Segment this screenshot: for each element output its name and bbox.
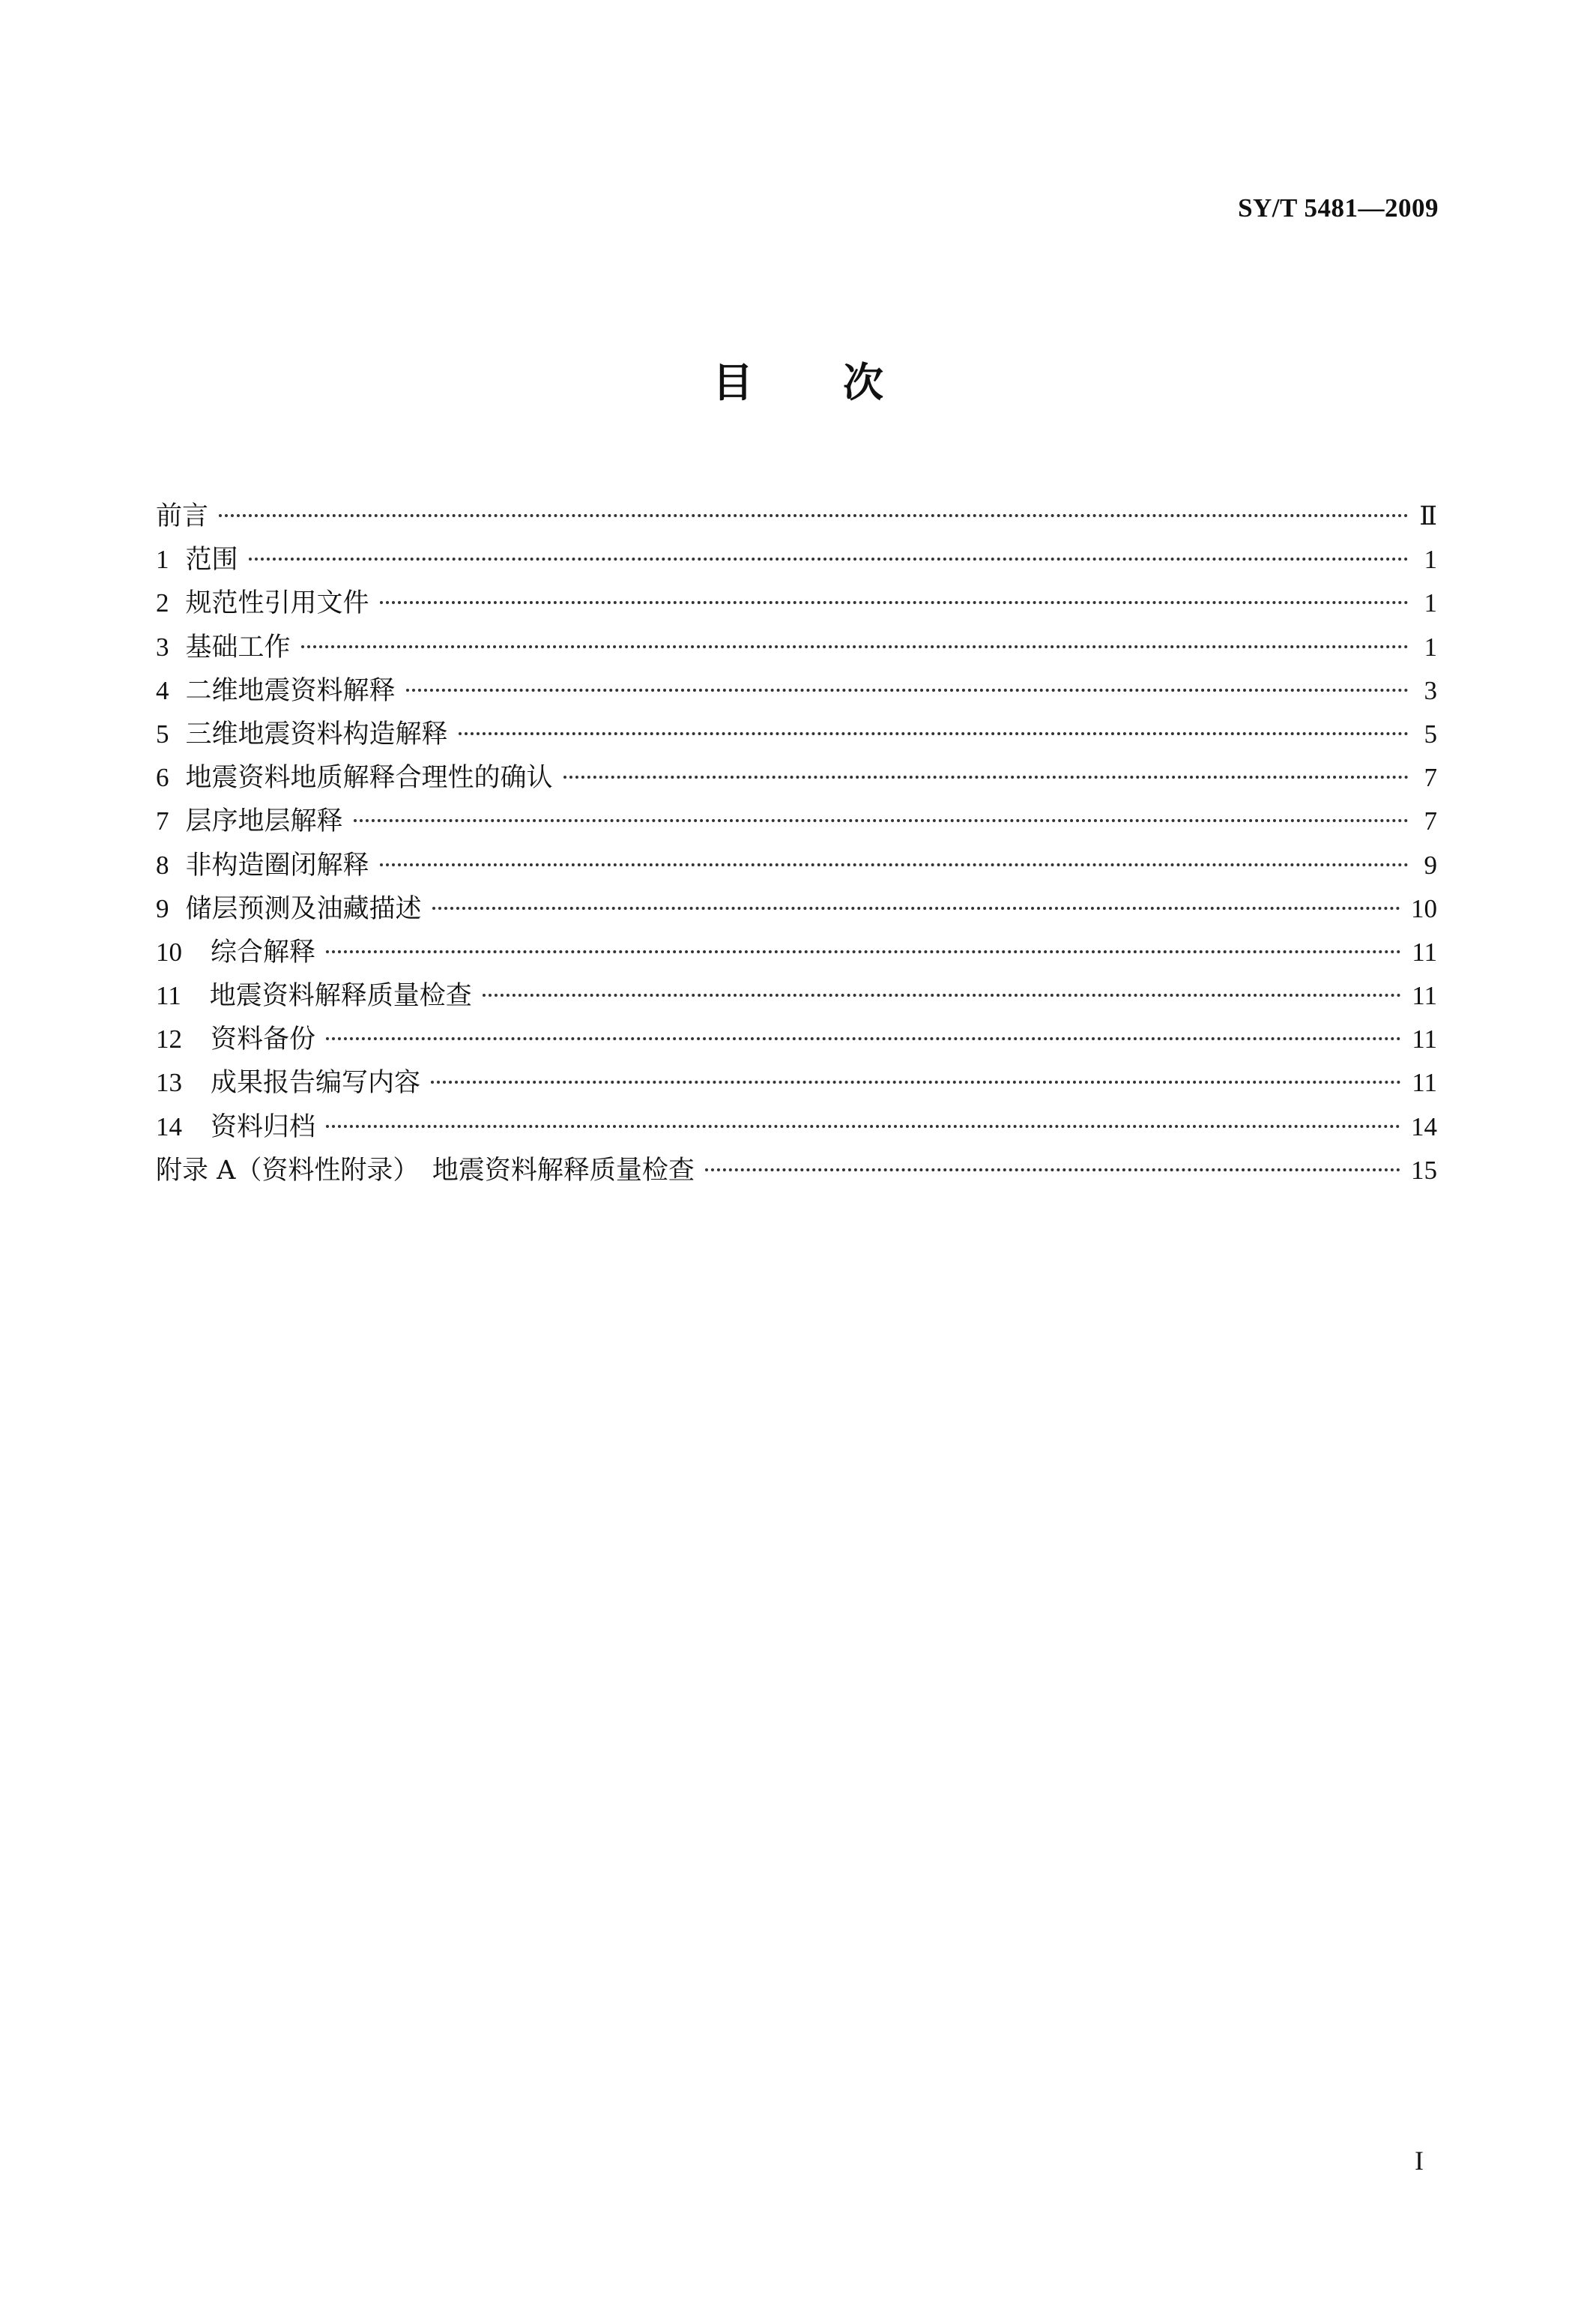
toc-leader-dots — [326, 1125, 1400, 1128]
toc-entry-number: 1 — [156, 545, 169, 575]
toc-entry-number: 2 — [156, 588, 169, 618]
toc-entry-number: 11 — [156, 981, 181, 1011]
toc-entry-2[interactable] — [156, 582, 1437, 625]
toc-entry-7[interactable] — [156, 800, 1437, 843]
toc-entry-11[interactable] — [156, 974, 1437, 1018]
page-title-char-2: 次 — [843, 359, 883, 406]
page-title — [0, 351, 1596, 408]
toc-entry-8[interactable] — [156, 844, 1437, 887]
toc-entry-label: 储层预测及油藏描述 — [185, 893, 422, 924]
toc-entry-label: 地震资料解释质量检查 — [209, 981, 472, 1012]
toc-leader-dots — [406, 689, 1409, 692]
toc-entry-label: 层序地层解释 — [185, 806, 343, 837]
toc-entry-12[interactable] — [156, 1018, 1437, 1061]
toc-leader-dots — [431, 1081, 1401, 1084]
toc-leader-dots — [459, 732, 1409, 735]
toc-entry-label: 范围 — [185, 545, 238, 576]
toc-entry-13[interactable] — [156, 1061, 1437, 1105]
toc-entry-label: 规范性引用文件 — [185, 588, 369, 619]
toc-entry-page: 5 — [1424, 719, 1437, 749]
toc-entry-number: 8 — [156, 850, 169, 880]
toc-leader-dots — [705, 1168, 1400, 1171]
toc-entry-14[interactable] — [156, 1105, 1437, 1149]
toc-entry-label: 资料备份 — [211, 1024, 316, 1055]
toc-entry-page: 1 — [1424, 588, 1437, 618]
toc-entry-label: 前言 — [156, 501, 209, 531]
toc-entry-page: 11 — [1412, 1024, 1437, 1054]
toc-entry-label: 二维地震资料解释 — [185, 675, 396, 706]
table-of-contents — [156, 495, 1437, 1192]
toc-leader-dots — [380, 601, 1409, 604]
toc-leader-dots — [380, 863, 1409, 866]
toc-entry-page: 1 — [1424, 545, 1437, 575]
toc-entry-label: 附录 A（资料性附录） 地震资料解释质量检查 — [156, 1155, 695, 1186]
toc-entry-page: 3 — [1424, 675, 1437, 705]
toc-entry-label: 资料归档 — [211, 1111, 316, 1142]
toc-entry-foreword[interactable] — [156, 495, 1437, 538]
toc-entry-10[interactable] — [156, 931, 1437, 974]
toc-entry-label: 综合解释 — [211, 937, 316, 968]
toc-entry-page: 7 — [1424, 763, 1437, 793]
toc-leader-dots — [326, 950, 1401, 953]
toc-entry-number: 14 — [156, 1111, 182, 1141]
toc-entry-page: 10 — [1411, 893, 1437, 923]
toc-entry-page: 11 — [1412, 1068, 1437, 1098]
toc-entry-page: 7 — [1424, 806, 1437, 836]
toc-entry-number: 7 — [156, 806, 169, 836]
toc-entry-number: 5 — [156, 719, 169, 749]
toc-entry-page: 11 — [1412, 937, 1437, 967]
toc-leader-dots — [563, 776, 1409, 779]
toc-leader-dots — [301, 645, 1409, 648]
toc-entry-label: 地震资料地质解释合理性的确认 — [185, 763, 553, 794]
toc-entry-1[interactable] — [156, 538, 1437, 582]
toc-leader-dots — [326, 1037, 1401, 1040]
toc-entry-label: 成果报告编写内容 — [211, 1068, 421, 1099]
toc-entry-label: 三维地震资料构造解释 — [185, 719, 448, 749]
toc-entry-6[interactable] — [156, 756, 1437, 800]
toc-entry-3[interactable] — [156, 626, 1437, 669]
toc-entry-number: 9 — [156, 893, 169, 923]
toc-entry-number: 10 — [156, 937, 182, 967]
toc-entry-5[interactable] — [156, 713, 1437, 756]
standard-code: SY/T 5481—2009 — [1238, 193, 1439, 223]
toc-leader-dots — [354, 819, 1409, 822]
toc-leader-dots — [483, 994, 1402, 997]
toc-entry-label: 基础工作 — [185, 632, 291, 662]
toc-entry-number: 13 — [156, 1068, 182, 1098]
toc-entry-appendix-a[interactable] — [156, 1149, 1437, 1192]
toc-entry-page: 15 — [1411, 1155, 1437, 1185]
toc-entry-4[interactable] — [156, 669, 1437, 713]
toc-entry-label: 非构造圈闭解释 — [185, 850, 369, 881]
toc-entry-page: 11 — [1412, 981, 1437, 1011]
toc-entry-page: Ⅱ — [1419, 501, 1437, 531]
toc-entry-9[interactable] — [156, 887, 1437, 931]
page-title-char-1: 目 — [713, 359, 753, 406]
toc-entry-number: 4 — [156, 675, 169, 705]
toc-entry-number: 12 — [156, 1024, 182, 1054]
toc-entry-page: 9 — [1424, 850, 1437, 880]
page-number: I — [1415, 2146, 1424, 2176]
toc-entry-page: 14 — [1411, 1111, 1437, 1141]
toc-leader-dots — [249, 558, 1409, 561]
toc-entry-number: 3 — [156, 632, 169, 662]
toc-entry-page: 1 — [1424, 632, 1437, 662]
toc-entry-number: 6 — [156, 763, 169, 793]
toc-leader-dots — [219, 514, 1409, 517]
toc-leader-dots — [432, 907, 1400, 910]
